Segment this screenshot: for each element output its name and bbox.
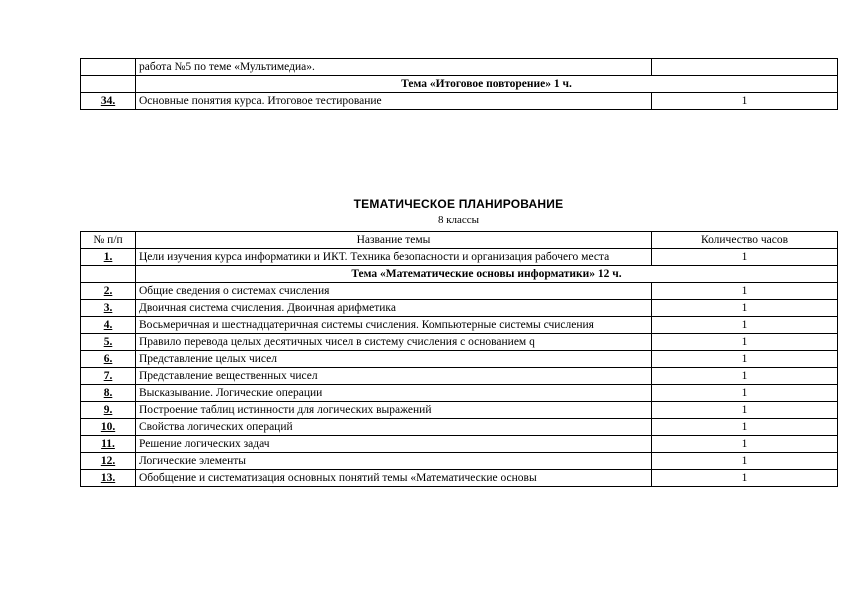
lesson-topic: Решение логических задач	[136, 436, 652, 453]
section-title: Тема «Итоговое повторение» 1 ч.	[136, 76, 838, 93]
lesson-number: 10.	[81, 419, 136, 436]
table-row	[81, 93, 838, 110]
table-row	[81, 453, 838, 470]
table-row	[81, 402, 838, 419]
section-row	[81, 266, 838, 283]
lesson-topic: Свойства логических операций	[136, 419, 652, 436]
lesson-number: 4.	[81, 317, 136, 334]
lesson-topic: Обобщение и систематизация основных понятий темы «Математические основы	[136, 470, 652, 487]
lesson-number: 3.	[81, 300, 136, 317]
table-row	[81, 249, 838, 266]
header-topic: Название темы	[136, 232, 652, 249]
lesson-number: 34.	[81, 93, 136, 110]
lesson-topic: Основные понятия курса. Итоговое тестирование	[136, 93, 652, 110]
lesson-topic: Общие сведения о системах счисления	[136, 283, 652, 300]
table-row	[81, 283, 838, 300]
lesson-number: 12.	[81, 453, 136, 470]
lesson-topic: Двоичная система счисления. Двоичная арифметика	[136, 300, 652, 317]
lesson-table-main	[80, 231, 838, 487]
page-subtitle: 8 классы	[437, 214, 480, 226]
lesson-hours: 1	[652, 402, 838, 419]
lesson-number: 5.	[81, 334, 136, 351]
table-row	[81, 317, 838, 334]
lesson-hours	[652, 59, 838, 76]
lesson-topic: Представление целых чисел	[136, 351, 652, 368]
table-row	[81, 419, 838, 436]
lesson-topic: Восьмеричная и шестнадцатеричная системы счисления. Компьютерные системы счисления	[136, 317, 652, 334]
lesson-number: 7.	[81, 368, 136, 385]
lesson-hours: 1	[652, 334, 838, 351]
lesson-hours: 1	[652, 436, 838, 453]
empty-cell	[81, 266, 136, 283]
lesson-hours: 1	[652, 385, 838, 402]
lesson-number: 2.	[81, 283, 136, 300]
lesson-number: 8.	[81, 385, 136, 402]
lesson-hours: 1	[652, 283, 838, 300]
lesson-number: 6.	[81, 351, 136, 368]
empty-cell	[81, 76, 136, 93]
lesson-topic: Цели изучения курса информатики и ИКТ. Техника безопасности и организация рабочего места	[136, 249, 652, 266]
lesson-number	[81, 59, 136, 76]
table-header-row	[81, 232, 838, 249]
lesson-topic: Высказывание. Логические операции	[136, 385, 652, 402]
lesson-topic: Представление вещественных чисел	[136, 368, 652, 385]
header-hours: Количество часов	[652, 232, 838, 249]
table-row	[81, 385, 838, 402]
lesson-hours: 1	[652, 93, 838, 110]
section-row	[81, 76, 838, 93]
table-row	[81, 300, 838, 317]
section-title: Тема «Математические основы информатики» 12 ч.	[136, 266, 838, 283]
table-row	[81, 470, 838, 487]
lesson-number: 9.	[81, 402, 136, 419]
table-row	[81, 59, 838, 76]
lesson-number: 1.	[81, 249, 136, 266]
lesson-topic: Правило перевода целых десятичных чисел в систему счисления с основанием q	[136, 334, 652, 351]
table-row	[81, 436, 838, 453]
lesson-hours: 1	[652, 317, 838, 334]
table-row	[81, 368, 838, 385]
table-row	[81, 334, 838, 351]
lesson-topic: Построение таблиц истинности для логических выражений	[136, 402, 652, 419]
lesson-table-top	[80, 58, 838, 110]
lesson-number: 11.	[81, 436, 136, 453]
lesson-hours: 1	[652, 368, 838, 385]
lesson-hours: 1	[652, 419, 838, 436]
lesson-topic: работа №5 по теме «Мультимедиа».	[136, 59, 652, 76]
lesson-hours: 1	[652, 453, 838, 470]
header-number: № п/п	[81, 232, 136, 249]
lesson-hours: 1	[652, 351, 838, 368]
lesson-number: 13.	[81, 470, 136, 487]
table-row	[81, 351, 838, 368]
lesson-topic: Логические элементы	[136, 453, 652, 470]
lesson-hours: 1	[652, 249, 838, 266]
page-title: ТЕМАТИЧЕСКОЕ ПЛАНИРОВАНИЕ	[353, 197, 564, 211]
lesson-hours: 1	[652, 470, 838, 487]
lesson-hours: 1	[652, 300, 838, 317]
